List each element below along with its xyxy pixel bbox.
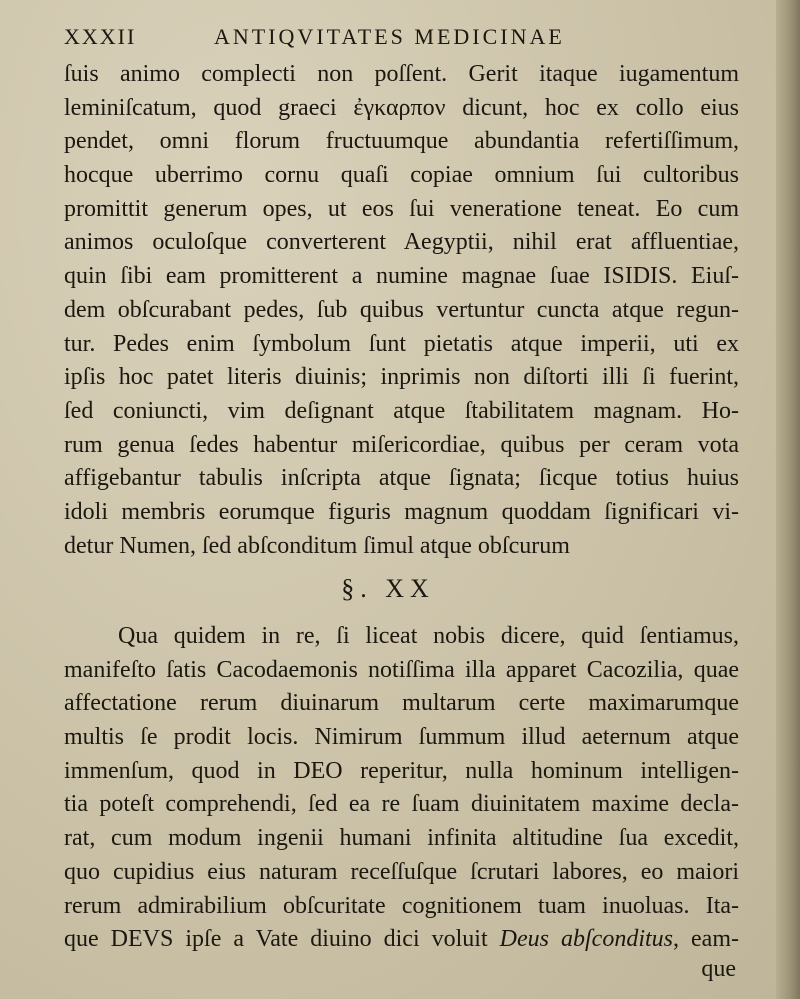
italic-phrase: Deus abſconditus: [499, 926, 673, 953]
page-edge: [776, 0, 800, 999]
catchword: que: [701, 956, 736, 982]
text-line: tur. Pedes enim ſymbolum ſunt pietatis atque imperii, uti ex: [64, 330, 739, 357]
text-line: affectatione rerum diuinarum multarum certe maximarumque: [64, 690, 739, 717]
text-line: manifeſto ſatis Cacodaemonis notiſſima illa apparet Cacozilia, quae: [64, 656, 739, 683]
text-line: promittit generum opes, ut eos ſui veneratione teneat. Eo cum: [64, 195, 739, 222]
text-line: rum genua ſedes habentur miſericordiae, quibus per ceram vota: [64, 431, 739, 458]
text-line: Qua quidem in re, ſi liceat nobis dicere, quid ſentiamus,: [118, 623, 739, 649]
paragraph-2: [64, 620, 739, 957]
text-line: quo cupidius eius naturam receſſuſque ſcrutari labores, eo maiori: [64, 858, 739, 885]
text-line: quin ſibi eam promitterent a numine magnae ſuae ISIDIS. Eiuſ-: [64, 263, 739, 290]
text-line: affigebantur tabulis inſcripta atque ſignata; ſicque totius huius: [64, 465, 739, 492]
text-line: rat, cum modum ingenii humani infinita altitudine ſua excedit,: [64, 825, 739, 852]
text-line: ſuis animo complecti non poſſent. Gerit itaque iugamentum: [64, 61, 739, 87]
section-heading: §. XX: [341, 574, 435, 603]
text-line: ſed coniuncti, vim deſignant atque ſtabilitatem magnam. Ho-: [64, 397, 739, 424]
text-line: animos oculoſque converterent Aegyptii, nihil erat affluentiae,: [64, 229, 739, 256]
text-line: idoli membris eorumque figuris magnum quoddam ſignificari vi-: [64, 498, 739, 525]
paragraph-1: [64, 58, 739, 563]
line-text: que DEVS ipſe a Vate diuino dici voluit: [64, 926, 500, 953]
text-line: immenſum, quod in DEO reperitur, nulla hominum intelligen-: [64, 757, 739, 784]
text-line: leminiſcatum, quod graeci ἐγκαρπον dicunt, hoc ex collo eius: [64, 94, 739, 121]
text-line: [64, 923, 739, 957]
folio-number: XXXII: [64, 24, 137, 49]
text-line: multis ſe prodit locis. Nimirum ſummum illud aeternum atque: [64, 724, 739, 751]
text-line: hocque uberrimo cornu quaſi copiae omnium ſui cultoribus: [64, 162, 739, 189]
page-header: [64, 24, 752, 60]
text-line: tia poteſt comprehendi, ſed ea re ſuam diuinitatem maxime decla-: [64, 791, 739, 818]
text-line: dem obſcurabant pedes, ſub quibus vertuntur cuncta atque regun-: [64, 296, 739, 323]
line-text: , eam-: [673, 926, 739, 953]
text-line: detur Numen, ſed abſconditum ſimul atque obſcurum: [64, 532, 570, 559]
text-line: pendet, omni florum fructuumque abundantia refertiſſimum,: [64, 128, 739, 155]
running-head: ANTIQVITATES MEDICINAE: [214, 24, 565, 49]
text-line: ipſis hoc patet literis diuinis; inprimis non diſtorti illi ſi fuerint,: [64, 364, 739, 391]
text-line: rerum admirabilium obſcuritate cognitionem tuam inuoluas. Ita-: [64, 892, 739, 919]
